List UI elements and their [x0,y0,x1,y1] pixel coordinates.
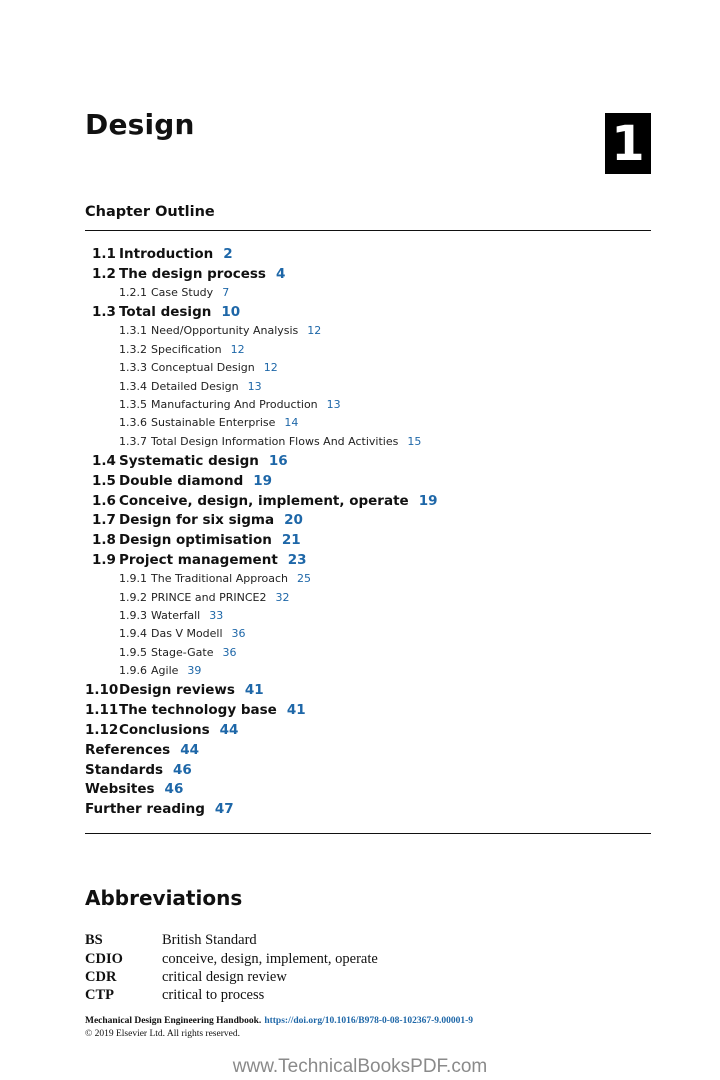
outline-entry-number: 1.9.1 [119,572,147,586]
abbreviation-term: CTP [85,987,114,1003]
outline-subsection-entry[interactable] [119,435,421,448]
outline-entry-title: Further reading [85,801,205,818]
abbreviation-row [85,951,378,968]
outline-entry-page-link[interactable]: 46 [173,761,192,778]
outline-bottom-divider [85,833,651,834]
outline-entry-page-link[interactable]: 19 [418,492,438,509]
outline-entry-title: Das V Modell [151,627,223,641]
outline-entry-number: 1.3 [92,304,116,321]
outline-entry-page-link[interactable]: 44 [219,722,239,738]
outline-section-entry[interactable] [85,682,264,698]
outline-entry-title: Stage-Gate [151,645,214,659]
outline-entry-number: 1.10 [85,682,119,699]
outline-subsection-entry[interactable] [119,343,245,356]
outline-entry-number: 1.11 [85,702,119,719]
outline-subsection-entry[interactable] [119,286,229,299]
outline-section-entry[interactable] [92,453,288,469]
outline-entry-page-link[interactable]: 25 [296,572,311,586]
outline-entry-title: Manufacturing And Production [151,398,318,411]
abbreviation-definition: critical to process [162,987,265,1003]
outline-entry-title: Introduction [119,246,214,262]
outline-entry-page-link[interactable]: 14 [284,416,299,430]
abbreviation-row [85,932,257,949]
outline-entry-title: Total design [119,304,212,321]
outline-entry-number: 1.1 [92,246,116,262]
outline-section-entry[interactable] [92,246,233,262]
abbreviation-term: CDIO [85,951,123,967]
outline-subsection-entry[interactable] [119,572,311,585]
outline-section-entry[interactable] [92,473,272,489]
outline-entry-page-link[interactable]: 7 [222,286,230,299]
outline-entry-title: Detailed Design [151,379,239,393]
outline-entry-page-link[interactable]: 36 [231,627,246,641]
outline-entry-page-link[interactable]: 2 [223,246,233,262]
outline-entry-title: Conceive, design, implement, operate [119,492,409,509]
chapter-title: Design [85,108,195,141]
outline-entry-title: Agile [151,664,179,678]
outline-entry-title: Design for six sigma [119,512,275,529]
outline-entry-page-link[interactable]: 21 [281,532,301,549]
outline-entry-number: 1.3.4 [119,379,147,393]
outline-section-entry[interactable] [85,702,306,718]
outline-entry-number: 1.8 [92,532,116,549]
abbreviation-definition: conceive, design, implement, operate [162,951,378,967]
outline-entry-page-link[interactable]: 41 [244,682,264,699]
outline-entry-title: Waterfall [151,609,201,622]
outline-entry-page-link[interactable]: 32 [275,590,290,604]
outline-subsection-entry[interactable] [119,398,341,411]
outline-entry-number: 1.3.5 [119,398,147,411]
outline-section-entry[interactable] [92,512,303,528]
abbreviations-heading: Abbreviations [85,886,243,910]
outline-entry-number: 1.12 [85,722,119,738]
footer-citation [85,1016,473,1026]
outline-entry-title: Double diamond [119,472,244,489]
outline-section-entry[interactable] [92,532,301,548]
outline-entry-title: Specification [151,342,222,356]
outline-entry-page-link[interactable]: 46 [164,781,184,798]
outline-entry-page-link[interactable]: 10 [221,304,241,321]
outline-entry-page-link[interactable]: 41 [286,702,306,719]
outline-subsection-entry[interactable] [119,609,223,622]
outline-entry-title: Standards [85,761,164,778]
outline-entry-page-link[interactable]: 13 [247,379,262,393]
outline-entry-title: PRINCE and PRINCE2 [151,590,267,604]
outline-subsection-entry[interactable] [119,416,298,429]
outline-section-entry[interactable] [85,742,199,758]
outline-entry-page-link[interactable]: 12 [263,361,278,375]
outline-entry-title: Conceptual Design [151,361,255,375]
outline-entry-title: Total Design Information Flows And Activities [151,434,399,448]
outline-entry-title: Design reviews [119,682,235,699]
outline-entry-page-link[interactable]: 16 [268,453,288,469]
outline-entry-number: 1.5 [92,472,116,489]
abbreviation-row [85,987,264,1004]
abbreviation-definition: critical design review [162,969,287,985]
outline-subsection-entry[interactable] [119,361,278,374]
outline-entry-page-link[interactable]: 19 [253,472,273,489]
footer-book-title: Mechanical Design Engineering Handbook. [85,1016,262,1026]
outline-section-entry[interactable] [92,493,437,509]
outline-subsection-entry[interactable] [119,591,289,604]
outline-entry-number: 1.3.7 [119,434,147,448]
outline-entry-number: 1.6 [92,492,116,509]
outline-section-entry[interactable] [85,722,238,738]
outline-entry-number: 1.3.3 [119,361,147,375]
outline-entry-number: 1.9.3 [119,609,147,622]
outline-entry-number: 1.9.2 [119,590,147,604]
outline-entry-title: Conclusions [119,722,210,738]
outline-entry-title: Need/Opportunity Analysis [151,324,299,338]
outline-entry-page-link[interactable]: 12 [307,324,322,338]
abbreviation-row [85,969,287,986]
outline-entry-number: 1.2 [92,265,116,282]
chapter-number-badge: 1 [605,113,651,174]
outline-entry-title: Systematic design [119,453,259,469]
outline-entry-number: 1.9.4 [119,627,147,641]
outline-entry-page-link[interactable]: 12 [230,342,245,356]
outline-subsection-entry[interactable] [119,380,262,393]
outline-entry-title: References [85,741,171,758]
outline-entry-page-link[interactable]: 47 [214,801,234,818]
outline-subsection-entry[interactable] [119,664,201,677]
outline-entry-page-link[interactable]: 23 [287,552,307,568]
watermark: www.TechnicalBooksPDF.com [232,1056,488,1077]
outline-entry-title: Case Study [151,286,214,299]
outline-entry-page-link[interactable]: 39 [187,664,202,678]
outline-entry-title: The technology base [119,702,277,719]
abbreviation-term: CDR [85,969,117,985]
outline-entry-number: 1.9.5 [119,645,147,659]
outline-section-entry[interactable] [85,781,183,797]
outline-entry-title: Sustainable Enterprise [151,416,276,430]
outline-entry-title: Design optimisation [119,532,272,549]
outline-entry-number: 1.7 [92,512,116,529]
outline-entry-number: 1.9.6 [119,664,147,678]
outline-subsection-entry[interactable] [119,324,321,337]
outline-entry-page-link[interactable]: 44 [180,741,199,758]
abbreviation-term: BS [85,932,103,948]
outline-section-entry[interactable] [85,801,234,817]
outline-entry-title: The Traditional Approach [151,572,288,586]
outline-section-entry[interactable] [85,762,192,778]
footer-copyright: © 2019 Elsevier Ltd. All rights reserved. [85,1029,240,1039]
outline-entry-number: 1.4 [92,453,116,469]
outline-section-entry[interactable] [92,552,307,568]
outline-entry-number: 1.3.2 [119,342,147,356]
footer-doi-link[interactable]: https://doi.org/10.1016/B978-0-08-102367-9.00001-9 [264,1016,474,1026]
outline-section-entry[interactable] [92,304,240,320]
outline-subsection-entry[interactable] [119,646,237,659]
outline-section-entry[interactable] [92,266,285,282]
outline-entry-number: 1.2.1 [119,286,147,299]
outline-subsection-entry[interactable] [119,627,246,640]
outline-entry-page-link[interactable]: 15 [407,434,422,448]
outline-entry-title: The design process [119,265,266,282]
outline-entry-title: Project management [119,552,278,568]
outline-top-divider [85,230,651,231]
outline-entry-number: 1.3.1 [119,324,147,338]
outline-entry-page-link[interactable]: 36 [222,645,237,659]
outline-entry-page-link[interactable]: 20 [284,512,303,529]
chapter-outline-heading: Chapter Outline [85,204,215,220]
outline-entry-page-link[interactable]: 4 [275,265,286,282]
outline-entry-title: Websites [85,781,155,798]
outline-entry-number: 1.3.6 [119,416,147,430]
outline-entry-number: 1.9 [92,552,116,568]
outline-entry-page-link[interactable]: 33 [209,609,224,622]
outline-entry-page-link[interactable]: 13 [326,398,341,411]
abbreviation-definition: British Standard [162,932,257,948]
